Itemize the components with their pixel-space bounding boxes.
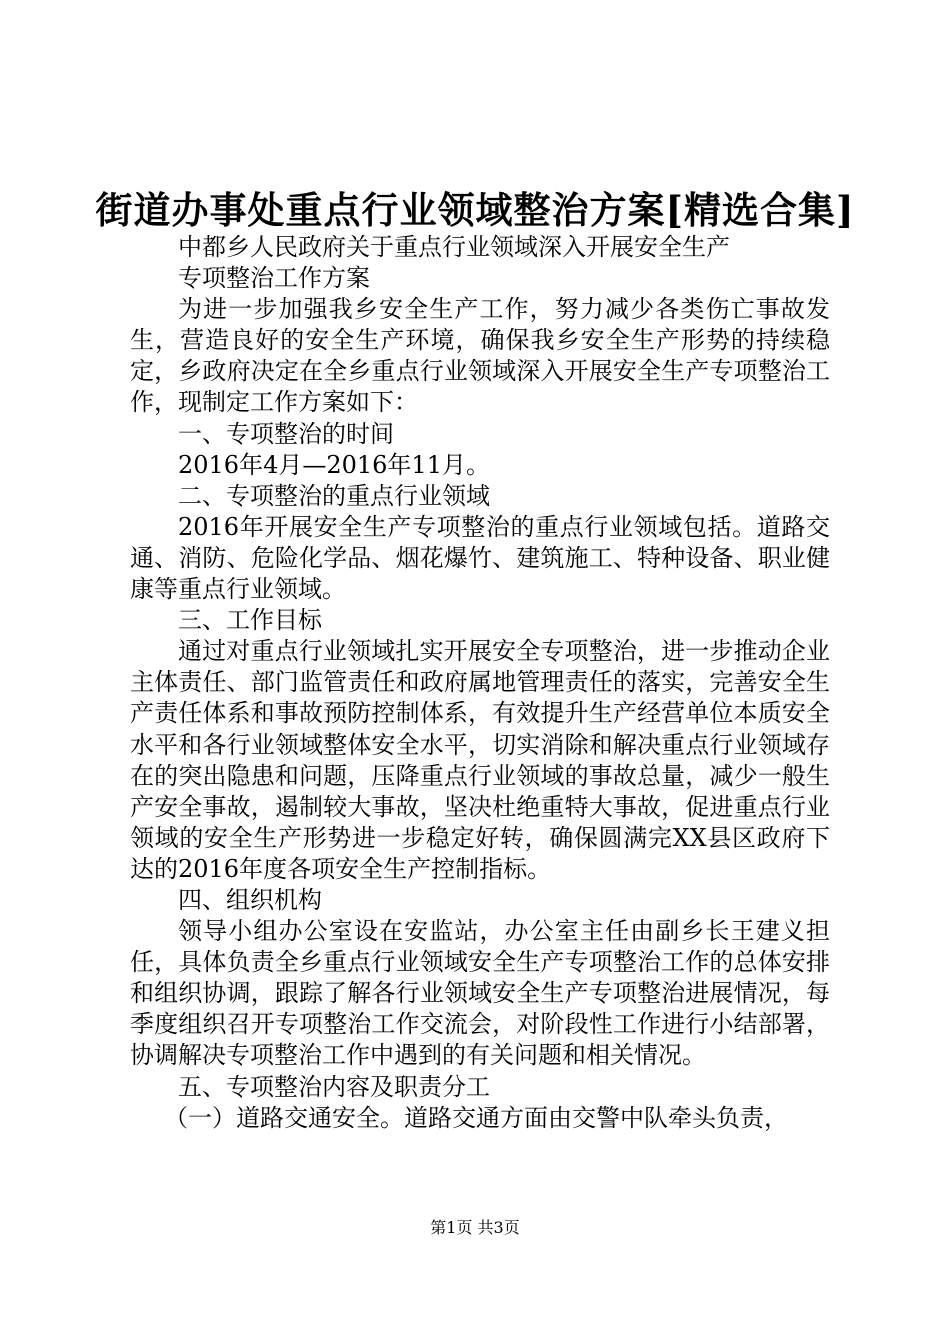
document-title: 街道办事处重点行业领域整治方案[精选合集] — [95, 188, 855, 232]
paragraph-intro: 为进一步加强我乡安全生产工作，努力减少各类伤亡事故发生，营造良好的安全生产环境，确保我乡安全生产形势的持续稳定，乡政府决定在全乡重点行业领域深入开展安全生产专项整治工作，现制定工作方案如下： — [130, 295, 830, 417]
paragraph-time: 2016年4月—2016年11月。 — [178, 450, 490, 479]
section-heading-4: 四、组织机构 — [178, 885, 322, 914]
subtitle-line-2: 专项整治工作方案 — [178, 264, 370, 293]
paragraph-organization: 领导小组办公室设在安监站，办公室主任由副乡长王建义担任，具体负责全乡重点行业领域安全生产专项整治工作的总体安排和组织协调，跟踪了解各行业领域安全生产专项整治进展情况，每季度组织召开专项整治工作交流会，对阶段性工作进行小结部署，协调解决专项整治工作中遇到的有关问题和相关情况。 — [130, 917, 830, 1070]
paragraph-fields: 2016年开展安全生产专项整治的重点行业领域包括。道路交通、消防、危险化学品、烟花爆竹、建筑施工、特种设备、职业健康等重点行业领域。 — [130, 512, 830, 604]
subtitle-line-1: 中都乡人民政府关于重点行业领域深入开展安全生产 — [178, 233, 730, 261]
section-heading-1: 一、专项整治的时间 — [178, 419, 394, 448]
paragraph-goals: 通过对重点行业领域扎实开展安全专项整治，进一步推动企业主体责任、部门监管责任和政府属地管理责任的落实，完善安全生产责任体系和事故预防控制体系，有效提升生产经营单位本质安全水平和各行业领域整体安全水平，切实消除和解决重点行业领域存在的突出隐患和问题，压降重点行业领域的事故总量，减少一般生产安全事故，遏制较大事故，坚决杜绝重特大事故，促进重点行业领域的安全生产形势进一步稳定好转，确保圆满完XX县区政府下达的2016年度各项安全生产控制指标。 — [130, 637, 830, 883]
section-heading-3: 三、工作目标 — [178, 606, 322, 635]
section-heading-5: 五、专项整治内容及职责分工 — [178, 1072, 490, 1101]
section-heading-2: 二、专项整治的重点行业领域 — [178, 481, 490, 510]
document-body — [130, 232, 830, 1134]
page-number: 第1页 共3页 — [430, 1218, 520, 1237]
paragraph-traffic: （一）道路交通安全。道路交通方面由交警中队牵头负责， — [164, 1103, 788, 1132]
